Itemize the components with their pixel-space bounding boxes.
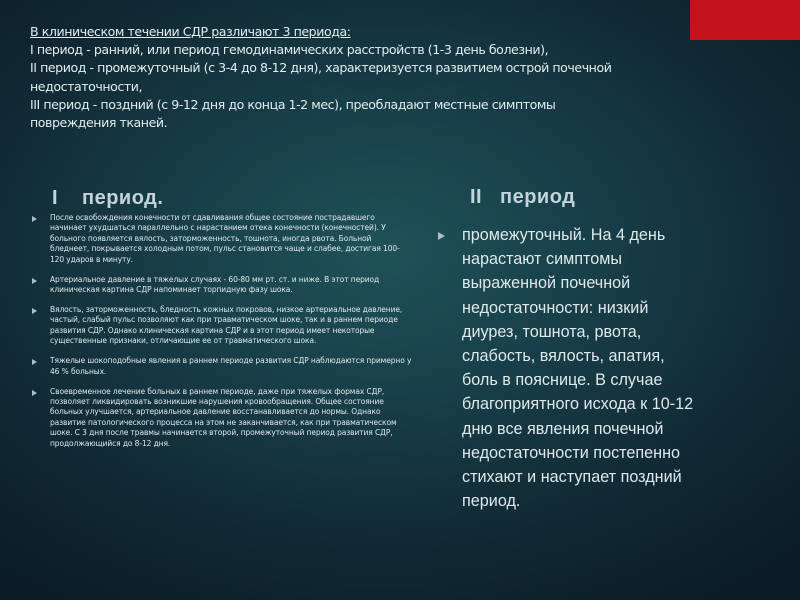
left-column-title xyxy=(52,187,163,210)
header-line-period-3-cont: повреждения тканей. xyxy=(30,115,168,131)
triangle-bullet-icon xyxy=(32,278,37,284)
list-item xyxy=(32,213,412,265)
header-line-period-1: I период - ранний, или период гемодинамических расстройств (1-3 день болезни), xyxy=(30,42,549,58)
triangle-bullet-icon xyxy=(438,232,445,240)
right-column-title xyxy=(470,186,575,209)
right-column-body xyxy=(438,223,700,513)
left-column-title-text: период. xyxy=(82,187,164,209)
list-item xyxy=(32,356,412,377)
list-item-text: Артериальное давление в тяжелых случаях - 60-80 мм рт. ст. и ниже. В этот период клиническая картина СДР напоминает торпидную фазу шока. xyxy=(50,274,380,295)
header-line-intro: В клиническом течении СДР различают 3 периода: xyxy=(30,24,351,39)
list-item-text: Вялость, заторможенность, бледность кожных покровов, низкое артериальное давление, частый, слабый пульс позволяют как при травматическом шоке, так и в раннем периоде развития СДР. Однако клиническая картина СДР и в этот период имеет некоторые существенные признаки, отличающие ее от травматического шока. xyxy=(50,305,403,346)
list-item xyxy=(32,275,412,296)
header-line-period-3: III период - поздний (с 9-12 дня до конца 1-2 мес), преобладают местные симптомы xyxy=(30,96,556,112)
header-line-period-2-cont: недостаточности, xyxy=(30,78,143,94)
left-column-list xyxy=(32,213,412,459)
right-column-title-text: период xyxy=(500,186,576,208)
triangle-bullet-icon xyxy=(32,308,37,314)
triangle-bullet-icon xyxy=(32,359,37,365)
list-item-text: Тяжелые шокоподобные явления в раннем периоде развития СДР наблюдаются примерно у 46 % больных. xyxy=(50,356,412,376)
triangle-bullet-icon xyxy=(32,216,37,222)
list-item-text: После освобождения конечности от сдавливания общее состояние пострадавшего начинает ухудшаться параллельно с нарастанием отека конечности (конечностей). У больного появляется вялость, заторможенность, тошнота, иногда рвота. Больной бледнеет, покрывается холодным потом, пульс становится чаще и слабее, достигая 100-120 ударов в минуту. xyxy=(50,213,400,264)
header-line-period-2: II период - промежуточный (с 3-4 до 8-12 дня), характеризуется развитием острой почечной xyxy=(30,60,612,76)
slide-header xyxy=(30,23,670,132)
left-column-numeral: I xyxy=(52,187,59,209)
right-column-numeral: II xyxy=(470,186,483,208)
list-item xyxy=(32,387,412,449)
list-item-text: Своевременное лечение больных в раннем периоде, даже при тяжелых формах СДР, позволяет ликвидировать возникшие нарушения кровообращения. Общее состояние больных улучшается, артериальное давление восстанавливается до нормы. Однако развитие патологического процесса на этом не заканчивается, как при травматическом шоке. С 3 дня после травмы начинается второй, промежуточный период развития СДР, продолжающийся до 8-12 дня. xyxy=(50,386,397,448)
right-column-text: промежуточный. На 4 день нарастают симптомы выраженной почечной недостаточности: низкий диурез, тошнота, рвота, слабость, вялость, апатия, боль в пояснице. В случае благоприятного исхода к 10-12 дню все явления почечной недостаточности постепенно стихают и наступает поздний период. xyxy=(462,226,694,511)
list-item xyxy=(32,305,412,347)
triangle-bullet-icon xyxy=(32,390,37,396)
accent-bar xyxy=(690,0,800,40)
